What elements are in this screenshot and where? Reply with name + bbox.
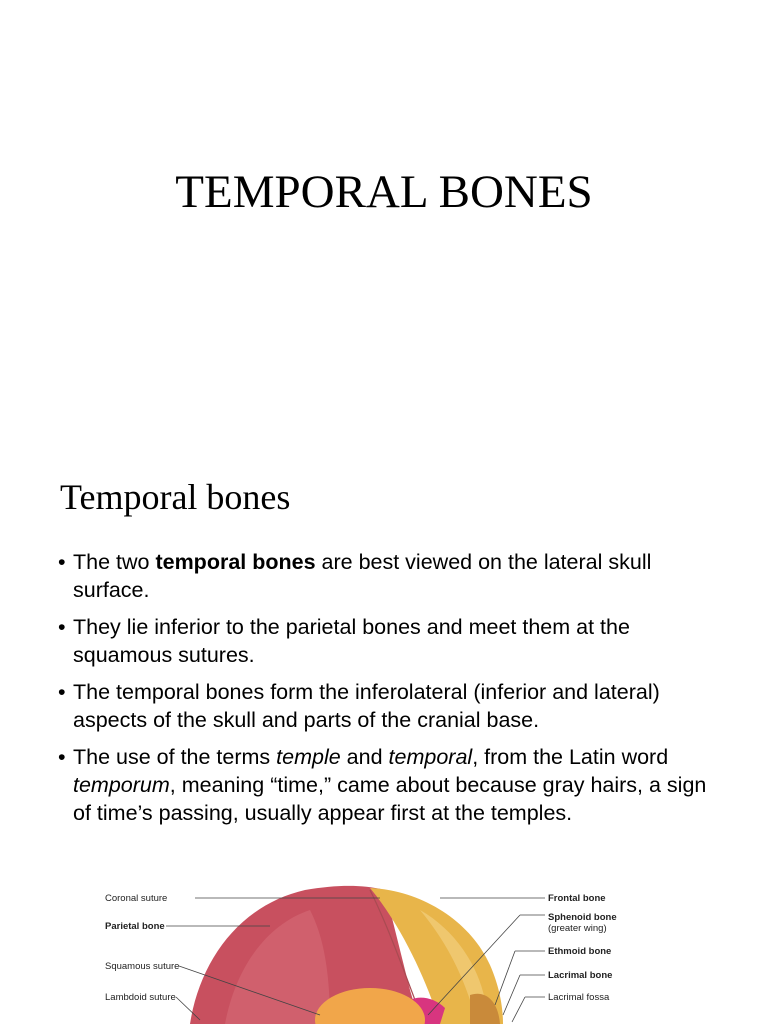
- bullet-text-run: and: [340, 745, 389, 769]
- bullet-list: [58, 548, 718, 836]
- bullet-text-run: , meaning “time,” came about because gray hairs, a sign of time’s passing, usually appear first at the temples.: [73, 773, 707, 825]
- bullet-item: [58, 613, 718, 669]
- bullet-text-run: , from the Latin word: [472, 745, 669, 769]
- bullet-text-run: temporum: [73, 773, 170, 797]
- label-lambdoid-suture: Lambdoid suture: [105, 992, 176, 1003]
- label-frontal-bone: Frontal bone: [548, 893, 606, 904]
- label-parietal-bone: Parietal bone: [105, 921, 165, 932]
- label-ethmoid-bone: Ethmoid bone: [548, 946, 612, 957]
- bullet-text-run: temple: [276, 745, 341, 769]
- bullet-text-run: temporal bones: [155, 550, 316, 574]
- label-sphenoid-sub: (greater wing): [548, 923, 607, 934]
- bullet-text-run: The temporal bones form the inferolateral (inferior and lateral) aspects of the skull and parts of the cranial base.: [73, 680, 660, 732]
- bullet-text-run: The two: [73, 550, 156, 574]
- label-coronal-suture: Coronal suture: [105, 893, 168, 904]
- bullet-item: [58, 548, 718, 604]
- bullet-text-run: The use of the terms: [73, 745, 277, 769]
- section-heading: Temporal bones: [60, 477, 291, 517]
- bullet-text-run: temporal: [388, 745, 473, 769]
- slide-title: TEMPORAL BONES: [175, 166, 593, 218]
- bullet-text-run: They lie inferior to the parietal bones and meet them at the squamous sutures.: [73, 615, 630, 667]
- skull-lateral-figure: [0, 870, 768, 1024]
- label-lacrimal-bone: Lacrimal bone: [548, 970, 613, 981]
- label-squamous-suture: Squamous suture: [105, 961, 180, 972]
- bullet-item: [58, 678, 718, 734]
- bullet-text-run: are best viewed on the lateral skull surface.: [73, 550, 652, 602]
- bullet-item: [58, 743, 718, 827]
- label-sphenoid-bone: Sphenoid bone: [548, 912, 617, 923]
- label-lacrimal-fossa: Lacrimal fossa: [548, 992, 610, 1003]
